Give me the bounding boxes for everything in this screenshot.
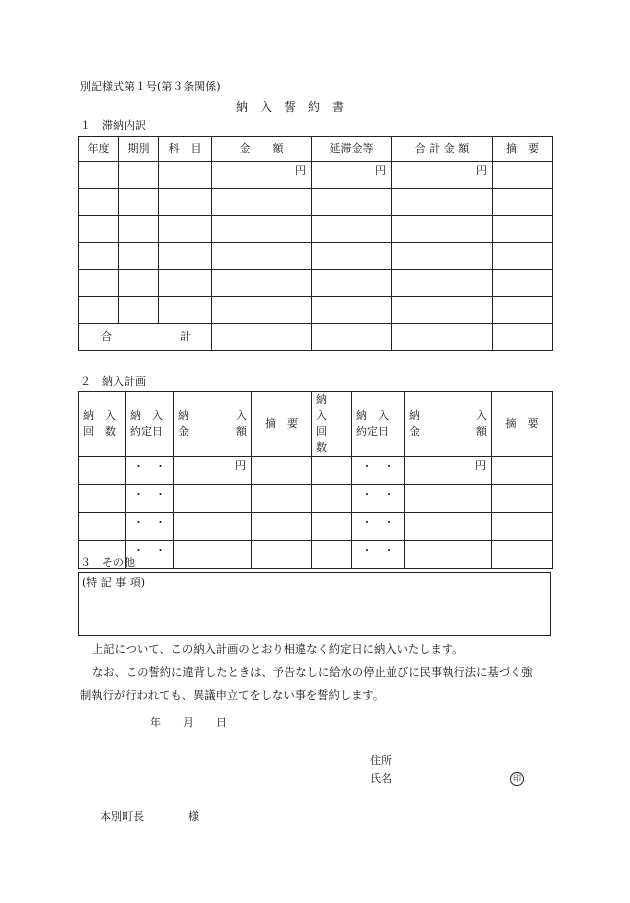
payment-plan-table [78, 391, 553, 569]
col-late-fee: 延滞金等 [312, 137, 392, 162]
col-remarks: 摘 要 [252, 392, 312, 457]
table-row [79, 513, 553, 541]
date-placeholder: ・ ・ [352, 457, 405, 485]
col-installment-no: 納 入 回 数 [79, 392, 126, 457]
date-placeholder: ・ ・ [126, 541, 174, 569]
col-total: 合 計 金 額 [392, 137, 493, 162]
yen-unit: 円 [174, 457, 252, 485]
section2-heading: ２ 納入計画 [80, 375, 146, 388]
special-notes-label: (特 記 事 項) [82, 576, 146, 589]
col-remarks: 摘 要 [492, 392, 553, 457]
special-notes-box [78, 572, 551, 636]
total-row [79, 324, 553, 351]
col-payment-amount: 納 入 金 額 [174, 392, 252, 457]
col-item: 科 目 [159, 137, 212, 162]
date-placeholder: ・ ・ [352, 541, 405, 569]
section1-heading: １ 滞納内訳 [80, 119, 146, 132]
seal-icon: 印 [510, 772, 524, 786]
name-label: 氏名 [370, 772, 392, 785]
plan-header-row [79, 392, 553, 457]
date-placeholder: ・ ・ [352, 513, 405, 541]
col-payment-amount: 納 入 金 額 [405, 392, 492, 457]
date-placeholder: ・ ・ [126, 457, 174, 485]
table-row [79, 457, 553, 485]
date-placeholder: ・ ・ [352, 485, 405, 513]
section3-heading: ３ その他 [80, 556, 135, 569]
address-label: 住所 [370, 754, 392, 767]
addressee: 本別町長 様 [100, 810, 199, 823]
col-period: 期別 [119, 137, 159, 162]
table-row [79, 541, 553, 569]
total-label: 合 計 [79, 324, 212, 351]
yen-unit: 円 [312, 162, 392, 189]
date-placeholder: ・ ・ [126, 513, 174, 541]
date-placeholder: ・ ・ [126, 485, 174, 513]
statement-line-3: 制執行が行われても、異議申立てをしない事を誓約します。 [80, 689, 385, 702]
table-row [79, 162, 553, 189]
date-line: 年 月 日 [150, 716, 227, 729]
arrears-header-row [79, 137, 553, 162]
table-row [79, 243, 553, 270]
statement-line-1: 上記について、この納入計画のとおり相違なく約定日に納入いたします。 [92, 643, 464, 656]
col-due-date: 納 入 約定日 [126, 392, 174, 457]
table-row [79, 216, 553, 243]
col-due-date: 納 入 約定日 [352, 392, 405, 457]
table-row [79, 270, 553, 297]
yen-unit: 円 [392, 162, 493, 189]
table-row [79, 297, 553, 324]
statement-line-2: なお、この誓約に違背したときは、予告なしに給水の停止並びに民事執行法に基づく強 [92, 666, 533, 679]
col-year: 年度 [79, 137, 119, 162]
col-installment-no: 納 入 回 数 [312, 392, 352, 457]
table-row [79, 485, 553, 513]
table-row [79, 189, 553, 216]
arrears-table [78, 136, 553, 351]
col-amount: 金 額 [212, 137, 312, 162]
yen-unit: 円 [405, 457, 492, 485]
yen-unit: 円 [212, 162, 312, 189]
col-remarks: 摘 要 [493, 137, 553, 162]
document-title: 納 入 誓 約 書 [236, 100, 345, 114]
form-number: 別記様式第１号(第３条関係) [80, 80, 221, 93]
